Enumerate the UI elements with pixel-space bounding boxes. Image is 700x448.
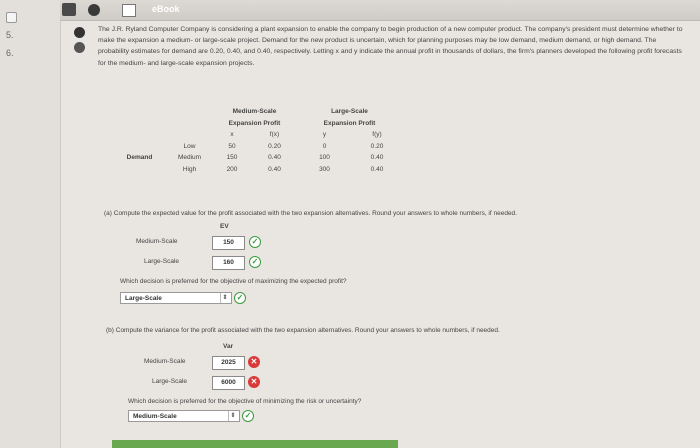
status-dot-icon — [74, 42, 85, 53]
medium-scale-label: Medium-Scale — [144, 358, 186, 365]
nav-checkbox[interactable] — [6, 12, 17, 23]
col-fy: f(y) — [372, 131, 382, 139]
ev-header: EV — [220, 223, 229, 230]
large-subheader: Expansion Profit — [323, 119, 376, 127]
select-arrow-icon[interactable]: ⇕ — [228, 411, 237, 421]
table-row — [112, 152, 402, 164]
ev-large-input[interactable]: 160 — [212, 256, 245, 270]
cell-x: 50 — [228, 142, 236, 150]
cell-fx: 0.20 — [268, 142, 281, 150]
ebook-title[interactable]: eBook — [152, 4, 180, 14]
back-icon[interactable] — [62, 3, 76, 16]
cell-fy: 0.20 — [370, 142, 384, 150]
col-y: y — [322, 131, 327, 139]
cell-x: 150 — [226, 154, 238, 162]
submit-bar[interactable] — [112, 440, 398, 448]
selected-value: Medium-Scale — [133, 413, 177, 420]
part-a-prompt: (a) Compute the expected value for the profit associated with the two expansion alternatives. Round your answers to whole numbers, if needed. — [104, 210, 517, 217]
cell-fx: 0.40 — [268, 165, 281, 173]
cell-fy: 0.40 — [370, 154, 384, 162]
row-label: Medium — [177, 154, 202, 162]
table-row — [112, 141, 402, 153]
incorrect-x-icon: ✕ — [248, 376, 260, 388]
var-large-input[interactable]: 6000 — [212, 376, 245, 390]
part-b-prompt: (b) Compute the variance for the profit associated with the two expansion alternatives. Round your answers to whole numbers, if needed. — [106, 327, 500, 334]
status-icon — [88, 4, 100, 16]
medium-header: Medium-Scale — [232, 108, 277, 116]
var-medium-input[interactable]: 2025 — [212, 356, 245, 370]
profit-table — [112, 106, 402, 175]
col-fx: f(x) — [269, 131, 280, 139]
sidebar-item-number[interactable]: 6. — [6, 48, 14, 58]
part-b-decision-prompt: Which decision is preferred for the objective of minimizing the risk or uncertainty? — [128, 398, 362, 405]
cell-y: 300 — [319, 165, 330, 173]
decision-select-a[interactable] — [120, 292, 232, 304]
book-icon[interactable] — [122, 4, 136, 17]
correct-check-icon: ✓ — [249, 236, 261, 248]
cell-y: 0 — [322, 142, 327, 150]
selected-value: Large-Scale — [125, 295, 162, 302]
large-scale-label: Large-Scale — [144, 258, 180, 265]
decision-select-b[interactable] — [128, 410, 240, 422]
part-a-decision-prompt: Which decision is preferred for the objective of maximizing the expected profit? — [120, 278, 347, 285]
demand-label: Demand — [126, 154, 153, 162]
cell-y: 100 — [319, 154, 330, 162]
correct-check-icon: ✓ — [249, 256, 261, 268]
col-x: x — [230, 131, 234, 139]
status-dot-icon — [74, 27, 85, 38]
medium-scale-label: Medium-Scale — [136, 238, 178, 245]
large-header: Large-Scale — [331, 108, 368, 116]
table-row — [112, 164, 402, 176]
row-label: Low — [183, 142, 196, 150]
incorrect-x-icon: ✕ — [248, 356, 260, 368]
row-label: High — [182, 165, 197, 173]
var-header: Var — [223, 343, 234, 350]
ev-medium-input[interactable]: 150 — [212, 236, 245, 250]
medium-subheader: Expansion Profit — [228, 119, 281, 127]
select-arrow-icon[interactable]: ⇕ — [220, 293, 229, 303]
correct-check-icon: ✓ — [242, 410, 254, 422]
sidebar-item-number[interactable]: 5. — [6, 30, 14, 40]
question-sidebar — [0, 0, 61, 448]
correct-check-icon: ✓ — [234, 292, 246, 304]
cell-fy: 0.40 — [370, 165, 384, 173]
question-text: The J.R. Ryland Computer Company is considering a plant expansion to enable the company to begin production of a new computer product. The company's president must determine whether to make the expansion a medium- or large-scale project. Demand for the new product is uncertain, which for planning purposes may be low demand, medium demand, or high demand. The probability estimates for demand are 0.20, 0.40, and 0.40, respectively. Letting x and y indicate the annual profit in thousands of dollars, the firm's planners developed the following profit forecasts for the medium- and large-scale expansion projects. — [98, 26, 683, 67]
cell-x: 200 — [226, 165, 238, 173]
large-scale-label: Large-Scale — [152, 378, 188, 385]
cell-fx: 0.40 — [268, 154, 281, 162]
